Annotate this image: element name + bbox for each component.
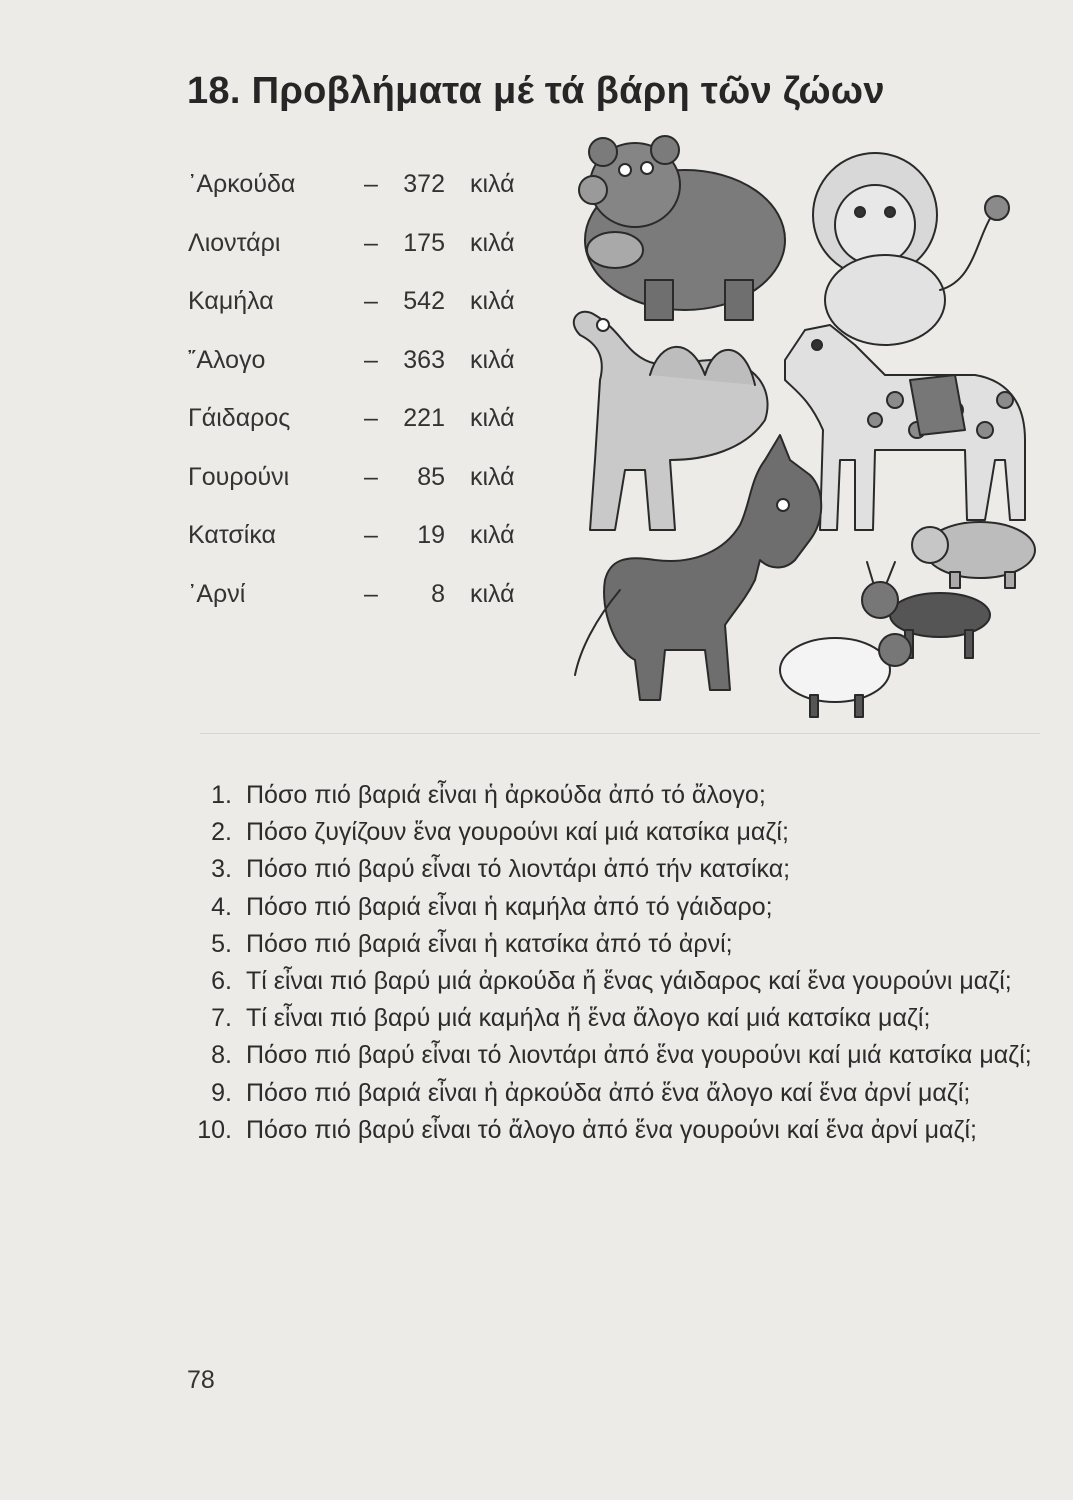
dash: – <box>364 521 378 549</box>
dash: – <box>364 228 378 257</box>
weight-value: 85 <box>417 462 445 491</box>
question-number: 3. <box>211 855 232 884</box>
question-text: Πόσο πιό βαριά εἶναι ἡ κατσίκα ἀπό τό ἀρνί; <box>246 929 733 958</box>
weight-row <box>188 287 538 346</box>
dash: – <box>364 579 378 608</box>
dash: – <box>364 462 378 491</box>
question-item <box>185 777 1035 814</box>
dash: – <box>364 170 378 198</box>
weight-value: 221 <box>403 404 445 432</box>
weight-row <box>188 229 538 288</box>
weights-table <box>188 170 538 638</box>
question-text: Τί εἶναι πιό βαρύ μιά ἀρκούδα ἤ ἕνας γάιδαρος καί ἕνα γουρούνι μαζί; <box>246 967 1012 996</box>
weight-row <box>188 463 538 522</box>
sheep-icon <box>780 634 911 717</box>
question-item <box>185 1000 1035 1037</box>
weight-value: 542 <box>403 287 445 315</box>
weight-row <box>188 170 538 229</box>
weight-row <box>188 580 538 639</box>
question-list <box>185 777 1035 1149</box>
pig-icon <box>912 522 1035 588</box>
animal-name: ᾽Αρκούδα <box>188 170 296 198</box>
question-item <box>185 926 1035 963</box>
weight-value: 8 <box>431 579 445 608</box>
weight-value: 175 <box>403 228 445 257</box>
question-text: Πόσο πιό βαρύ εἶναι τό λιοντάρι ἀπό τήν κατσίκα; <box>246 855 791 884</box>
question-number: 5. <box>211 929 232 958</box>
animal-name: ῎Αλογο <box>188 345 266 374</box>
dash: – <box>364 287 378 315</box>
weight-value: 363 <box>403 345 445 374</box>
question-text: Τί εἶναι πιό βαρύ μιά καμήλα ἤ ἕνα ἄλογο καί μιά κατσίκα μαζί; <box>246 1004 931 1033</box>
question-text: Πόσο πιό βαριά εἶναι ἡ καμήλα ἀπό τό γάιδαρο; <box>246 892 773 921</box>
question-text: Πόσο πιό βαρύ εἶναι τό λιοντάρι ἀπό ἕνα γουρούνι καί μιά κατσίκα μαζί; <box>246 1041 1032 1070</box>
weight-unit: κιλά <box>470 287 515 315</box>
animal-name: Γάιδαρος <box>188 404 291 432</box>
question-text: Πόσο πιό βαρύ εἶναι τό ἄλογο ἀπό ἕνα γουρούνι καί ἕνα ἀρνί μαζί; <box>246 1115 977 1144</box>
animal-name: Κατσίκα <box>188 521 276 549</box>
question-number: 10. <box>197 1115 232 1144</box>
question-item <box>185 963 1035 1000</box>
question-item <box>185 889 1035 926</box>
question-item <box>185 814 1035 851</box>
question-number: 4. <box>211 892 232 921</box>
question-number: 9. <box>211 1078 232 1107</box>
question-item <box>185 851 1035 888</box>
question-text: Πόσο πιό βαριά εἶναι ἡ ἀρκούδα ἀπό ἕνα ἄλογο καί ἕνα ἀρνί μαζί; <box>246 1078 971 1107</box>
animal-name: Καμήλα <box>188 287 274 315</box>
weight-unit: κιλά <box>470 228 515 257</box>
lion-icon <box>813 153 1009 345</box>
question-item <box>185 1075 1035 1112</box>
weight-unit: κιλά <box>470 579 515 608</box>
dash: – <box>364 404 378 432</box>
page-number: 78 <box>187 1366 215 1394</box>
weight-row <box>188 404 538 463</box>
question-number: 2. <box>211 818 232 847</box>
question-number: 1. <box>211 781 232 809</box>
weight-value: 19 <box>417 521 445 549</box>
question-item <box>185 1037 1035 1074</box>
question-number: 8. <box>211 1041 232 1070</box>
animal-name: ᾽Αρνί <box>188 579 246 608</box>
weight-unit: κιλά <box>470 170 515 198</box>
animal-name: Λιοντάρι <box>188 228 281 257</box>
weight-row <box>188 521 538 580</box>
weight-row <box>188 346 538 405</box>
weight-unit: κιλά <box>470 404 515 432</box>
question-number: 6. <box>211 967 232 996</box>
page-title: 18. Προβλήματα μέ τά βάρη τῶν ζώων <box>187 70 885 112</box>
camel-icon <box>574 312 768 530</box>
question-text: Πόσο πιό βαριά εἶναι ἡ ἀρκούδα ἀπό τό ἄλογο; <box>246 781 766 809</box>
weight-value: 372 <box>403 170 445 198</box>
question-item <box>185 1112 1035 1149</box>
bear-icon <box>579 136 785 320</box>
dash: – <box>364 345 378 374</box>
weight-unit: κιλά <box>470 521 515 549</box>
divider <box>200 733 1040 734</box>
animal-name: Γουρούνι <box>188 462 290 491</box>
weight-unit: κιλά <box>470 345 515 374</box>
question-text: Πόσο ζυγίζουν ἕνα γουρούνι καί μιά κατσίκα μαζί; <box>246 818 789 847</box>
weight-unit: κιλά <box>470 462 515 491</box>
animals-illustration <box>555 130 1045 730</box>
question-number: 7. <box>211 1004 232 1033</box>
